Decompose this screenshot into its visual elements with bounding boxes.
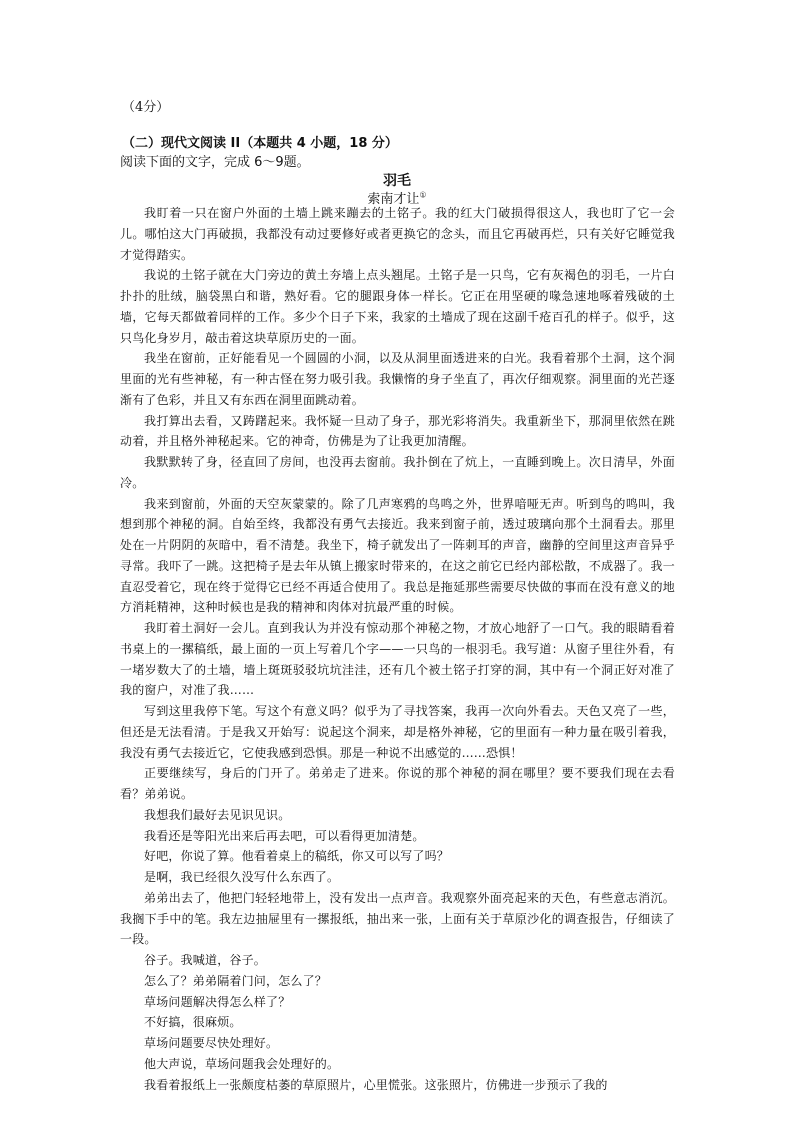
paragraph: 他大声说，草场问题我会处理好的。 xyxy=(144,1056,340,1071)
paragraph: 我说的土铭子就在大门旁边的黄土夯墙上点头翘尾。土铭子是一只鸟，它有灰褐色的羽毛，一片白扑扑的肚绒，脑袋黑白和谐，熟好看。它的腿跟身体一样长。它正在用坚硬的喙急速地啄着残破的土墙，它每天都做着同样的工作。多少个日子下来，我家的土墙成了现在这副千疮百孔的样子。似乎，这只鸟化身岁月，敲击着这块草原历史的一面。 xyxy=(120,268,675,345)
author-name: 索南才让 xyxy=(367,192,420,207)
paragraph: 怎么了？弟弟隔着门问，怎么了？ xyxy=(144,973,328,988)
article-title: 羽毛 xyxy=(383,173,411,189)
paragraph: 我打算出去看，又踌躇起来。我怀疑一旦动了身子，那光彩将消失。我重新坐下，那洞里依然在跳动着，并且格外神秘起来。它的神奇，仿佛是为了让我更加清醒。 xyxy=(120,413,675,449)
paragraph: 弟弟出去了，他把门轻轻地带上，没有发出一点声音。我观察外面亮起来的天色，有些意志消沉。我搁下手中的笔。我左边抽屉里有一摞报纸，抽出来一张，上面有关于草原沙化的调查报告，仔细读了一段。 xyxy=(120,890,675,947)
paragraph: 谷子。我喊道，谷子。 xyxy=(144,953,267,967)
paragraph: 正要继续写，身后的门开了。弟弟走了进来。你说的那个神秘的洞在哪里？要不要我们现在去看看？弟弟说。 xyxy=(120,766,675,801)
reading-instruction: 阅读下面的文字，完成 6～9题。 xyxy=(120,155,310,170)
paragraph: 我坐在窗前，正好能看见一个圆圆的小洞，以及从洞里面透进来的白光。我看着那个土洞，这个洞里面的光有些神秘，有一种古怪在努力吸引我。我懒惰的身子坐直了，再次仔细观察。洞里面的光芒逐渐有了色彩，并且又有东西在洞里面跳动着。 xyxy=(120,351,675,407)
paragraph: 是啊，我已经很久没写什么东西了。 xyxy=(144,870,340,884)
paragraph: 草场问题要尽快处理好。 xyxy=(144,1036,279,1050)
paragraph: 我看还是等阳光出来后再去吧，可以看得更加清楚。 xyxy=(144,828,425,843)
paragraph: 不好搞，很麻烦。 xyxy=(144,1015,242,1030)
paragraph: 好吧，你说了算。他看着桌上的稿纸，你又可以写了吗？ xyxy=(144,849,450,864)
paragraph: 我盯着一只在窗户外面的土墙上跳来蹦去的土铭子。我的红大门破损得很这人，我也盯了它一会儿。哪怕这大门再破损，我都没有动过要修好或者更换它的念头，而且它再破再烂，只有关好它睡觉我才觉得踏实。 xyxy=(120,206,675,262)
paragraph: 写到这里我停下笔。写这个有意义吗？似乎为了寻找答案，我再一次向外看去。天色又亮了一些，但还是无法看清。于是我又开始写：说起这个洞来，却是格外神秘，它的里面有一种力量在吸引着我，我没有勇气去接近它，它使我感到恐惧。那是一种说不出感觉的……恐惧！ xyxy=(120,704,675,760)
paragraph: 我盯着土洞好一会儿。直到我认为并没有惊动那个神秘之物，才放心地舒了一口气。我的眼睛看着书桌上的一摞稿纸，最上面的一页上写着几个字——一只鸟的一根羽毛。我写道：从窗子里往外看，有一堵岁数大了的土墙，墙上斑斑驳驳坑坑洼洼，还有几个被土铭子打穿的洞，其中有一个洞正好对准了我的窗户，对准了我…… xyxy=(120,621,675,698)
paragraph: 我看着报纸上一张颇度枯萎的草原照片，心里慌张。这张照片，仿佛进一步预示了我的 xyxy=(144,1077,608,1092)
paragraph: 我默默转了身，径直回了房间，也没再去窗前。我扑倒在了炕上，一直睡到晚上。次日清早，外面冷。 xyxy=(120,455,675,490)
question-score: （4分） xyxy=(122,100,170,115)
section-heading: （二）现代文阅读 II（本题共 4 小题，18 分） xyxy=(122,136,398,151)
paragraph: 草场问题解决得怎么样了？ xyxy=(144,994,291,1009)
author-footnote-mark: ① xyxy=(419,190,427,200)
paragraph: 我来到窗前，外面的天空灰蒙蒙的。除了几声寒鸦的鸟鸣之外，世界喑哑无声。听到鸟的鸣叫，我想到那个神秘的洞。自始至终，我都没有勇气去接近。我来到窗子前，透过玻璃向那个土洞看去。那里处在一片阴阴的灰暗中，看不清楚。我坐下，椅子就发出了一阵刺耳的声音，幽静的空间里这声音异乎寻常。我吓了一跳。这把椅子是去年从镇上搬家时带来的，在这之前它已经内部松散，不成器了。我一直忍受着它，现在终于觉得它已经不再适合使用了。我总是拖延那些需要尽快做的事而在没有意义的地方消耗精神，这种时候也是我的精神和肉体对抗最严重的时候。 xyxy=(120,496,675,615)
paragraph: 我想我们最好去见识见识。 xyxy=(144,807,291,822)
article-body xyxy=(120,203,675,1095)
